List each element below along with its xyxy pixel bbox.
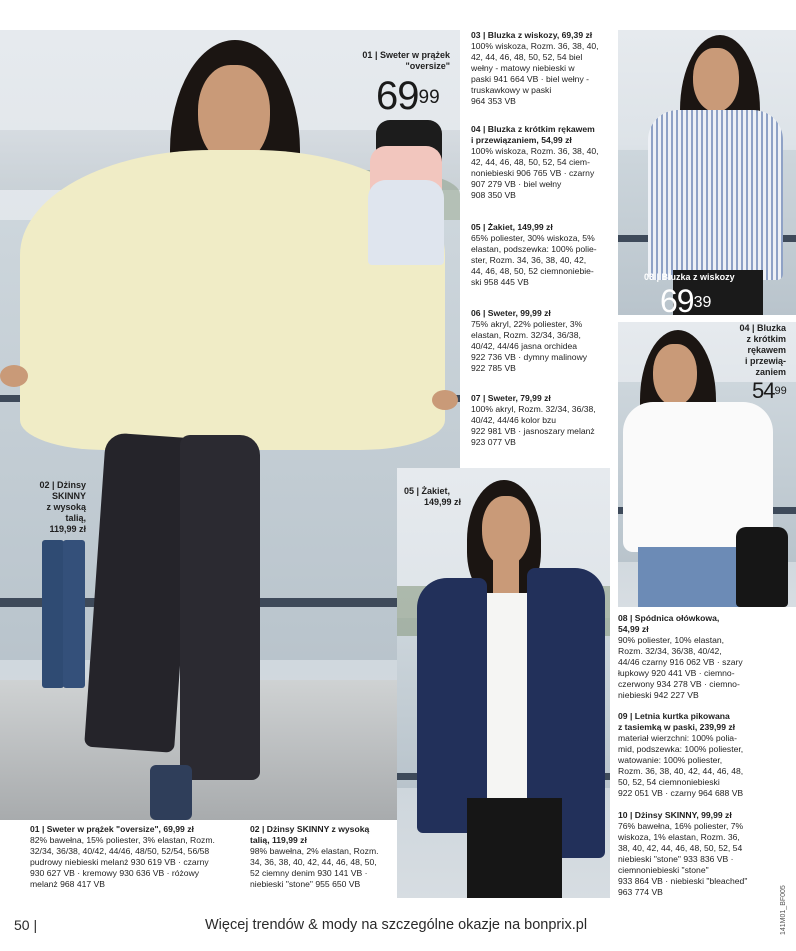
product-number: 01	[30, 824, 40, 834]
price-cents: 99	[774, 385, 787, 397]
dark-jeans-right-leg	[180, 435, 260, 780]
callout-02-number: 02	[39, 480, 50, 490]
product-line: 922 736 VB · dymny malinowy	[471, 352, 588, 362]
product-line: 922 785 VB	[471, 363, 516, 373]
callout-01-name: Sweter w prążek	[379, 50, 450, 60]
product-line: ski 958 445 VB	[471, 277, 529, 287]
model-hand-left	[0, 365, 28, 387]
product-line: 44, 46, 48, 50, 52 ciemnoniebie-	[471, 266, 594, 276]
product-07-desc	[471, 393, 616, 448]
callout-line: z wysoką	[46, 502, 86, 512]
callout-05: 05 | Żakiet, 149,99 zł	[404, 486, 462, 507]
product-08-desc	[618, 613, 793, 701]
product-02-desc	[250, 824, 395, 890]
product-05-desc	[471, 222, 616, 288]
product-title-text: Spódnica ołówkowa,	[634, 613, 720, 623]
product-line: 930 627 VB · kremowy 930 636 VB · różowy	[30, 868, 200, 878]
product-line: watowanie: 100% poliester,	[618, 755, 723, 765]
product-number: 05	[471, 222, 481, 232]
callout-03-name: Bluzka z wiskozy	[661, 272, 735, 282]
callout-line: z krótkim	[746, 334, 786, 344]
product-04-desc	[471, 124, 616, 201]
model-hand-right	[432, 390, 458, 410]
product-number: 06	[471, 308, 481, 318]
product-line: 82% bawełna, 15% poliester, 3% elastan, Rozm.	[30, 835, 215, 845]
product-line: melanż 968 417 VB	[30, 879, 106, 889]
product-line: niebieski 942 227 VB	[618, 690, 699, 700]
product-title-text: Sweter w prążek "oversize", 69,99 zł	[46, 824, 194, 834]
jeans-thumbnail-left-leg	[42, 540, 64, 688]
product-line: 963 774 VB	[618, 887, 663, 897]
product-line: 933 864 VB · niebieski "bleached"	[618, 876, 748, 886]
callout-line: zaniem	[755, 367, 786, 377]
product-number: 02	[250, 824, 260, 834]
product-line: 34, 36, 38, 40, 42, 44, 46, 48, 50,	[250, 857, 377, 867]
product-title-text: 54,99 zł	[618, 624, 649, 634]
jeans	[638, 547, 748, 607]
product-number: 08	[618, 613, 628, 623]
product-title: 04 | Bluzka z krótkim rękawem	[471, 124, 595, 134]
product-line: 908 350 VB	[471, 190, 516, 200]
product-line: ster, Rozm. 34, 36, 38, 40, 42,	[471, 255, 587, 265]
product-line: czerwony 934 278 VB · ciemno-	[618, 679, 740, 689]
product-title-text: Sweter, 99,99 zł	[487, 308, 551, 318]
product-title: 08 | Spódnica ołówkowa,	[618, 613, 720, 623]
boot-left	[150, 765, 192, 820]
product-line: 50, 52, 54 ciemnoniebieski	[618, 777, 720, 787]
product-title-text: Bluzka z krótkim rękawem	[487, 124, 595, 134]
model-face	[482, 496, 530, 566]
product-title-text: Dżinsy SKINNY z wysoką	[266, 824, 370, 834]
callout-01: 01 | Sweter w prążek "oversize"	[362, 50, 450, 71]
product-line: ciemnoniebieski "stone"	[618, 865, 709, 875]
callout-03-price	[660, 285, 711, 317]
product-title-text: Dżinsy SKINNY, 99,99 zł	[634, 810, 732, 820]
catalog-code: 141M01_BF005	[780, 885, 787, 935]
product-title: 02 | Dżinsy SKINNY z wysoką	[250, 824, 370, 834]
callout-line: Dżinsy	[56, 480, 86, 490]
callout-line: Żakiet,	[421, 486, 451, 496]
sweater-swatch-blue	[368, 180, 444, 265]
product-number: 07	[471, 393, 481, 403]
product-line: Rozm. 32/34, 36/38, 40/42,	[618, 646, 722, 656]
product-09-desc	[618, 711, 793, 799]
product-title: 05 | Żakiet, 149,99 zł	[471, 222, 553, 232]
product-title-text: Sweter, 79,99 zł	[487, 393, 551, 403]
callout-line: talią,	[65, 513, 86, 523]
product-10-desc	[618, 810, 793, 898]
product-line: wiskoza, 1% elastan, Rozm. 36,	[618, 832, 740, 842]
black-tie-blouse-swatch	[736, 527, 788, 607]
product-title-text: z tasiemką w paski, 239,99 zł	[618, 722, 736, 732]
blazer-model-photo	[397, 468, 610, 898]
callout-line: rękawem	[747, 345, 786, 355]
product-line: noniebieski 906 765 VB · czarny	[471, 168, 595, 178]
product-03-desc	[471, 30, 616, 107]
product-title-text: Żakiet, 149,99 zł	[487, 222, 553, 232]
product-line: 38, 40, 42, 44, 46, 48, 50, 52, 54	[618, 843, 743, 853]
callout-05-number: 05	[404, 486, 415, 496]
product-line: 42, 44, 46, 48, 50, 52, 54 ciem-	[471, 157, 590, 167]
product-line: 52 ciemny denim 930 141 VB ·	[250, 868, 368, 878]
product-number: 10	[618, 810, 628, 820]
product-line: 923 077 VB	[471, 437, 516, 447]
price-main: 69	[660, 283, 694, 319]
product-line: elastan, Rozm. 32/34, 36/38,	[471, 330, 581, 340]
callout-line: Bluzka	[756, 323, 786, 333]
callout-03: 03 | Bluzka z wiskozy	[644, 272, 735, 282]
product-line: niebieski "stone" 933 836 VB ·	[618, 854, 734, 864]
callout-01-name2: "oversize"	[405, 61, 450, 71]
product-title: 03 | Bluzka z wiskozy, 69,39 zł	[471, 30, 593, 40]
black-trousers	[467, 798, 562, 898]
striped-blouse	[648, 110, 783, 280]
product-line: 100% wiskoza, Rozm. 36, 38, 40,	[471, 146, 599, 156]
product-line: 32/34, 36/38, 40/42, 44/46, 48/50, 52/54, 56/58	[30, 846, 210, 856]
product-line: 76% bawełna, 16% poliester, 7%	[618, 821, 744, 831]
navy-blazer-left	[417, 578, 487, 833]
callout-01-number: 01	[362, 50, 373, 60]
product-line: elastan, podszewka: 100% polie-	[471, 244, 597, 254]
callout-03-number: 03	[644, 272, 655, 282]
product-line: materiał wierzchni: 100% polia-	[618, 733, 737, 743]
product-line: niebieski "stone" 955 650 VB	[250, 879, 361, 889]
product-line: 922 051 VB · czarny 964 688 VB	[618, 788, 744, 798]
callout-line: SKINNY	[51, 491, 86, 501]
product-line: 65% poliester, 30% wiskoza, 5%	[471, 233, 595, 243]
product-number: 04	[471, 124, 481, 134]
callout-01-price	[376, 76, 440, 116]
page-number: 50 |	[14, 917, 38, 933]
page-number-text: 50	[14, 917, 30, 933]
product-title: 06 | Sweter, 99,99 zł	[471, 308, 551, 318]
price-cents: 39	[693, 294, 712, 311]
callout-04-number: 04	[739, 323, 750, 333]
product-line: 90% poliester, 10% elastan,	[618, 635, 725, 645]
product-title: 10 | Dżinsy SKINNY, 99,99 zł	[618, 810, 732, 820]
model-face	[653, 344, 697, 406]
callout-02: 02 | Dżinsy SKINNY z wysoką talią, 119,99 zł	[39, 480, 86, 534]
callout-line: i przewią-	[744, 356, 786, 366]
product-line: paski 941 664 VB · biel wełny -	[471, 74, 589, 84]
product-line: 40/42, 44/46 jasna orchidea	[471, 341, 578, 351]
model-face	[693, 48, 739, 112]
product-line: 42, 44, 46, 48, 50, 52, 54 biel	[471, 52, 583, 62]
callout-line: 119,99 zł	[49, 524, 86, 534]
product-line: łupkowy 920 441 VB · ciemno-	[618, 668, 735, 678]
product-line: 44/46 czarny 916 062 VB · szary	[618, 657, 743, 667]
product-title: 07 | Sweter, 79,99 zł	[471, 393, 551, 403]
product-line: 964 353 VB	[471, 96, 516, 106]
price-main: 54	[752, 378, 775, 403]
callout-04-price	[752, 380, 787, 402]
product-line: 907 279 VB · biel wełny	[471, 179, 562, 189]
product-line: 100% wiskoza, Rozm. 36, 38, 40,	[471, 41, 599, 51]
product-line: 75% akryl, 22% poliester, 3%	[471, 319, 583, 329]
product-line: 100% akryl, Rozm. 32/34, 36/38,	[471, 404, 596, 414]
callout-line: 149,99 zł	[424, 497, 462, 507]
product-title-text: i przewiązaniem, 54,99 zł	[471, 135, 572, 145]
product-01-desc	[30, 824, 245, 890]
jeans-thumbnail-right-leg	[63, 540, 85, 688]
callout-04: 04 | Bluzka z krótkim rękawem i przewią- zaniem	[739, 323, 786, 377]
product-line: truskawkowy w paski	[471, 85, 552, 95]
product-line: pudrowy niebieski melanż 930 619 VB · czarny	[30, 857, 209, 867]
product-line: mid, podszewka: 100% poliester,	[618, 744, 744, 754]
price-main: 69	[376, 74, 419, 118]
product-title: 09 | Letnia kurtka pikowana	[618, 711, 730, 721]
product-line: wełny - matowy niebieski w	[471, 63, 575, 73]
footer-text: Więcej trendów & mody na szczególne okazje na bonprix.pl	[205, 917, 588, 933]
product-line: 922 981 VB · jasnoszary melanż	[471, 426, 595, 436]
product-06-desc	[471, 308, 616, 374]
product-number: 09	[618, 711, 628, 721]
product-number: 03	[471, 30, 481, 40]
product-title-text: Letnia kurtka pikowana	[634, 711, 730, 721]
product-title-text: talią, 119,99 zł	[250, 835, 307, 845]
product-line: 98% bawełna, 2% elastan, Rozm.	[250, 846, 379, 856]
product-title-text: Bluzka z wiskozy, 69,39 zł	[487, 30, 593, 40]
price-cents: 99	[418, 87, 440, 108]
product-line: 40/42, 44/46 kolor bzu	[471, 415, 557, 425]
product-line: Rozm. 36, 38, 40, 42, 44, 46, 48,	[618, 766, 744, 776]
product-title: 01 | Sweter w prążek "oversize", 69,99 zł	[30, 824, 194, 834]
